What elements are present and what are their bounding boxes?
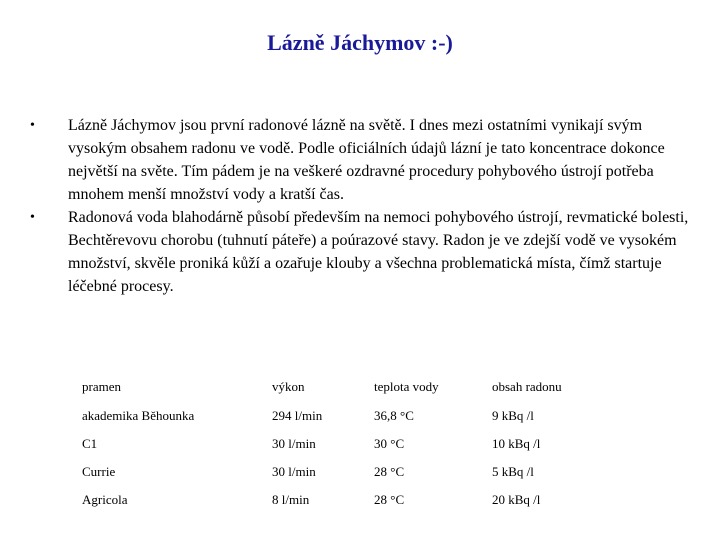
table-cell-output: 30 l/min [272,464,316,479]
table-cell-temperature: 28 °C [374,492,405,507]
table-cell-radon: 9 kBq /l [492,408,534,423]
table-cell-spring: akademika Běhounka [82,408,195,423]
springs-table [82,372,602,514]
header-cell-output: výkon [272,379,305,394]
table-cell-temperature: 30 °C [374,436,405,451]
table-row [82,458,602,486]
table-cell-radon: 20 kBq /l [492,492,541,507]
table-row [82,402,602,430]
bullet-item [30,114,695,206]
header-cell-spring: pramen [82,379,121,394]
header-cell-temperature: teplota vody [374,379,439,394]
table-row [82,430,602,458]
table-cell-spring: Currie [82,464,116,479]
table-cell-spring: C1 [82,436,98,451]
table-cell-spring: Agricola [82,492,128,507]
table-cell-output: 30 l/min [272,436,316,451]
table-cell-output: 294 l/min [272,408,323,423]
table-cell-radon: 5 kBq /l [492,464,534,479]
bullet-text: Lázně Jáchymov jsou první radonové lázně na světě. I dnes mezi ostatními vynikají svým vysokým obsahem radonu ve vodě. Podle oficiálních údajů lázní je tato koncentrace dokonce největší na světe. Tím pádem je na veškeré ozdravné procedury pohybového ústrojí potřeba mnohem menší množství vody a kratší čas. [68,117,665,203]
bullet-item [30,206,695,298]
table-cell-radon: 10 kBq /l [492,436,541,451]
header-cell-radon: obsah radonu [492,379,562,394]
table-cell-temperature: 28 °C [374,464,405,479]
slide-title: Lázně Jáchymov :-) [267,30,453,55]
table-row [82,486,602,514]
bullet-text: Radonová voda blahodárně působí především na nemoci pohybového ústrojí, revmatické bolesti, Bechtěrevovu chorobu (tuhnutí páteře) a poúrazové stavy. Radon je ve zdejší vodě ve vysokém množství, skvěle proniká kůží a ozařuje klouby a všechna problematická místa, čímž startuje léčebné procesy. [68,209,689,295]
table-cell-temperature: 36,8 °C [374,408,414,423]
bullet-list [30,114,695,298]
table-cell-output: 8 l/min [272,492,310,507]
bullet-icon: • [30,118,35,133]
table-header-row [82,372,602,402]
bullet-icon: • [30,210,35,225]
